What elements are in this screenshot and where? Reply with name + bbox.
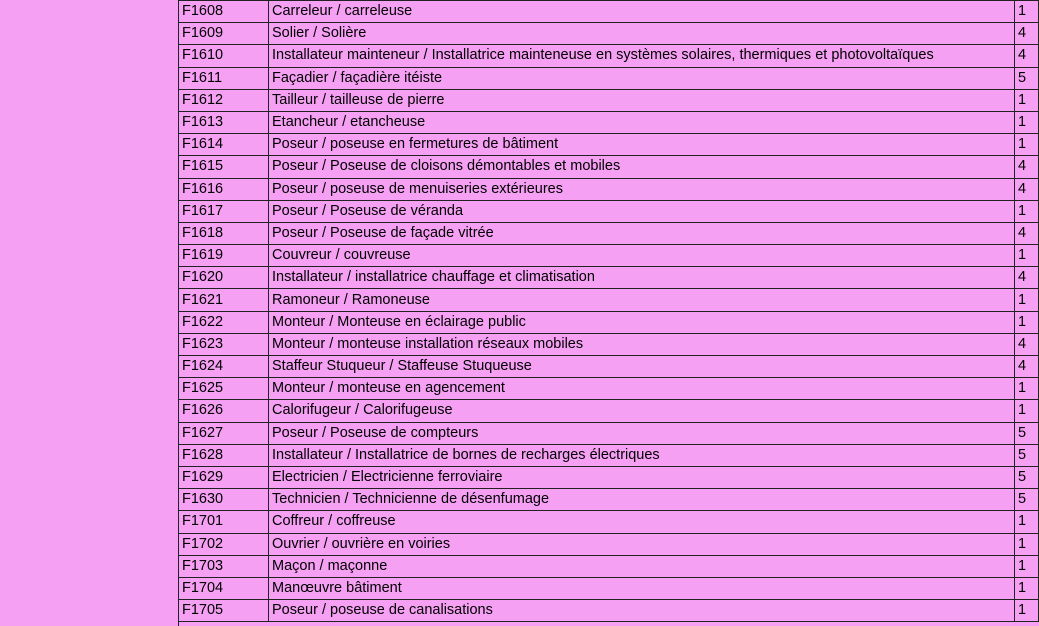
table-row xyxy=(179,67,1039,89)
extra-cell[interactable]: 4 xyxy=(1015,267,1039,289)
table-row xyxy=(179,333,1039,355)
extra-cell[interactable]: 4 xyxy=(1015,333,1039,355)
table-row xyxy=(179,1,1039,23)
extra-cell[interactable]: 1 xyxy=(1015,400,1039,422)
label-cell[interactable]: Poseur / Poseuse de compteurs xyxy=(269,422,1015,444)
extra-cell[interactable]: 1 xyxy=(1015,200,1039,222)
extra-cell[interactable]: 5 xyxy=(1015,489,1039,511)
label-cell[interactable]: Façadier / façadière itéiste xyxy=(269,67,1015,89)
code-cell[interactable]: F1619 xyxy=(179,245,269,267)
code-cell[interactable]: F1628 xyxy=(179,444,269,466)
extra-cell[interactable]: 4 xyxy=(1015,45,1039,67)
code-cell[interactable]: F1610 xyxy=(179,45,269,67)
code-cell[interactable]: F1614 xyxy=(179,134,269,156)
label-cell[interactable]: Manœuvre bâtiment xyxy=(269,577,1015,599)
label-cell[interactable]: Solier / Solière xyxy=(269,23,1015,45)
label-cell[interactable]: Couvreur / couvreuse xyxy=(269,245,1015,267)
code-cell[interactable]: F1629 xyxy=(179,466,269,488)
label-cell[interactable]: Poseur / Poseuse de véranda xyxy=(269,200,1015,222)
label-cell[interactable]: Monteur / Monteuse en éclairage public xyxy=(269,311,1015,333)
label-cell[interactable]: Maçon / maçonne xyxy=(269,555,1015,577)
data-table xyxy=(178,0,1039,622)
code-cell[interactable]: F1621 xyxy=(179,289,269,311)
code-cell[interactable]: F1705 xyxy=(179,600,269,622)
label-cell[interactable]: Ouvrier / ouvrière en voiries xyxy=(269,533,1015,555)
label-cell[interactable]: Poseur / poseuse en fermetures de bâtiment xyxy=(269,134,1015,156)
table-body xyxy=(179,1,1039,622)
table-row xyxy=(179,134,1039,156)
table-row xyxy=(179,267,1039,289)
extra-cell[interactable]: 1 xyxy=(1015,555,1039,577)
code-cell[interactable]: F1609 xyxy=(179,23,269,45)
table-row xyxy=(179,289,1039,311)
code-cell[interactable]: F1612 xyxy=(179,89,269,111)
code-cell[interactable]: F1616 xyxy=(179,178,269,200)
code-cell[interactable]: F1701 xyxy=(179,511,269,533)
code-cell[interactable]: F1625 xyxy=(179,378,269,400)
code-cell[interactable]: F1624 xyxy=(179,356,269,378)
label-cell[interactable]: Poseur / Poseuse de cloisons démontables et mobiles xyxy=(269,156,1015,178)
extra-cell[interactable]: 1 xyxy=(1015,577,1039,599)
extra-cell[interactable]: 1 xyxy=(1015,600,1039,622)
code-cell[interactable]: F1611 xyxy=(179,67,269,89)
code-cell[interactable]: F1627 xyxy=(179,422,269,444)
extra-cell[interactable]: 1 xyxy=(1015,89,1039,111)
extra-cell[interactable]: 1 xyxy=(1015,311,1039,333)
extra-cell[interactable]: 1 xyxy=(1015,1,1039,23)
label-cell[interactable]: Poseur / poseuse de menuiseries extérieures xyxy=(269,178,1015,200)
extra-cell[interactable]: 1 xyxy=(1015,533,1039,555)
table-row xyxy=(179,23,1039,45)
table-row xyxy=(179,466,1039,488)
extra-cell[interactable]: 1 xyxy=(1015,289,1039,311)
table-row xyxy=(179,356,1039,378)
table-row xyxy=(179,511,1039,533)
extra-cell[interactable]: 5 xyxy=(1015,422,1039,444)
label-cell[interactable]: Coffreur / coffreuse xyxy=(269,511,1015,533)
table-row xyxy=(179,156,1039,178)
table-row xyxy=(179,444,1039,466)
extra-cell[interactable]: 5 xyxy=(1015,444,1039,466)
extra-cell[interactable]: 4 xyxy=(1015,23,1039,45)
code-cell[interactable]: F1626 xyxy=(179,400,269,422)
table-row xyxy=(179,533,1039,555)
empty-column-cells[interactable] xyxy=(0,0,179,626)
extra-cell[interactable]: 1 xyxy=(1015,134,1039,156)
table-row xyxy=(179,200,1039,222)
extra-cell[interactable]: 1 xyxy=(1015,511,1039,533)
table-row xyxy=(179,45,1039,67)
extra-cell[interactable]: 1 xyxy=(1015,245,1039,267)
label-cell[interactable]: Technicien / Technicienne de désenfumage xyxy=(269,489,1015,511)
code-cell[interactable]: F1618 xyxy=(179,222,269,244)
label-cell[interactable]: Tailleur / tailleuse de pierre xyxy=(269,89,1015,111)
table-row xyxy=(179,422,1039,444)
table-row xyxy=(179,577,1039,599)
code-cell[interactable]: F1622 xyxy=(179,311,269,333)
table-row xyxy=(179,311,1039,333)
code-cell[interactable]: F1613 xyxy=(179,111,269,133)
table-row xyxy=(179,555,1039,577)
label-cell[interactable]: Staffeur Stuqueur / Staffeuse Stuqueuse xyxy=(269,356,1015,378)
extra-cell[interactable]: 1 xyxy=(1015,111,1039,133)
extra-cell[interactable]: 4 xyxy=(1015,222,1039,244)
extra-cell[interactable]: 4 xyxy=(1015,156,1039,178)
label-cell[interactable]: Installateur mainteneur / Installatrice mainteneuse en systèmes solaires, thermiques et photovoltaïques xyxy=(269,45,1015,67)
code-cell[interactable]: F1617 xyxy=(179,200,269,222)
extra-cell[interactable]: 5 xyxy=(1015,466,1039,488)
table-row xyxy=(179,600,1039,622)
table-row xyxy=(179,178,1039,200)
label-cell[interactable]: Calorifugeur / Calorifugeuse xyxy=(269,400,1015,422)
code-cell[interactable]: F1620 xyxy=(179,267,269,289)
code-cell[interactable]: F1630 xyxy=(179,489,269,511)
label-cell[interactable]: Poseur / Poseuse de façade vitrée xyxy=(269,222,1015,244)
code-cell[interactable]: F1615 xyxy=(179,156,269,178)
table-row xyxy=(179,245,1039,267)
label-cell[interactable]: Monteur / monteuse en agencement xyxy=(269,378,1015,400)
label-cell[interactable]: Electricien / Electricienne ferroviaire xyxy=(269,466,1015,488)
table-row xyxy=(179,378,1039,400)
label-cell[interactable]: Installateur / installatrice chauffage et climatisation xyxy=(269,267,1015,289)
code-cell[interactable]: F1704 xyxy=(179,577,269,599)
extra-cell[interactable]: 1 xyxy=(1015,378,1039,400)
table-row xyxy=(179,400,1039,422)
table-row xyxy=(179,111,1039,133)
table-row xyxy=(179,222,1039,244)
label-cell[interactable]: Monteur / monteuse installation réseaux mobiles xyxy=(269,333,1015,355)
label-cell[interactable]: Carreleur / carreleuse xyxy=(269,1,1015,23)
label-cell[interactable]: Poseur / poseuse de canalisations xyxy=(269,600,1015,622)
extra-cell[interactable]: 4 xyxy=(1015,356,1039,378)
extra-cell[interactable]: 5 xyxy=(1015,67,1039,89)
table-row xyxy=(179,89,1039,111)
code-cell[interactable]: F1703 xyxy=(179,555,269,577)
label-cell[interactable]: Ramoneur / Ramoneuse xyxy=(269,289,1015,311)
code-cell[interactable]: F1702 xyxy=(179,533,269,555)
label-cell[interactable]: Etancheur / etancheuse xyxy=(269,111,1015,133)
table-row xyxy=(179,489,1039,511)
code-cell[interactable]: F1608 xyxy=(179,1,269,23)
label-cell[interactable]: Installateur / Installatrice de bornes de recharges électriques xyxy=(269,444,1015,466)
code-cell[interactable]: F1623 xyxy=(179,333,269,355)
extra-cell[interactable]: 4 xyxy=(1015,178,1039,200)
